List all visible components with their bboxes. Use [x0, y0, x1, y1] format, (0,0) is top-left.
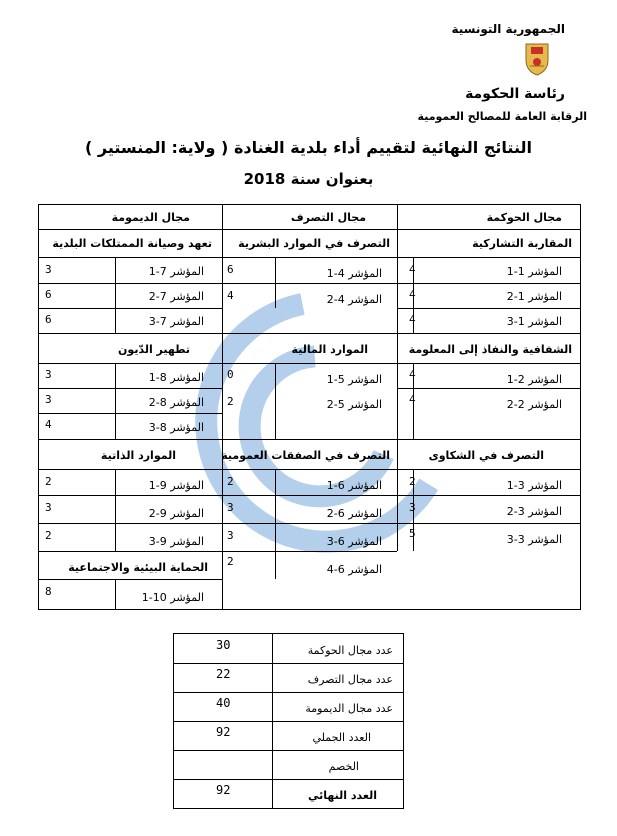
summary-label: العدد الجملي — [312, 731, 371, 744]
indicator-score: 4 — [45, 418, 52, 431]
indicator-score: 3 — [227, 501, 234, 514]
indicator-name: المؤشر 4-1 — [326, 267, 382, 280]
summary-value: 22 — [216, 667, 231, 681]
indicator-name: المؤشر 1-1 — [506, 265, 562, 278]
indicator-score: 8 — [45, 585, 52, 598]
summary-label: عدد مجال الديمومة — [305, 702, 393, 715]
indicator-name: المؤشر 9-2 — [148, 507, 204, 520]
indicator-score: 3 — [45, 501, 52, 514]
indicator-name: المؤشر 2-2 — [506, 398, 562, 411]
indicator-score: 0 — [227, 368, 234, 381]
indicator-name: المؤشر 7-1 — [148, 265, 204, 278]
indicator-score: 4 — [409, 288, 416, 301]
indicator-score: 2 — [227, 475, 234, 488]
indicator-name: المؤشر 8-1 — [148, 371, 204, 384]
indicator-score: 6 — [45, 313, 52, 326]
indicator-name: المؤشر 1-3 — [506, 315, 562, 328]
indicator-score: 6 — [227, 263, 234, 276]
section-own-resources: الموارد الذاتية — [100, 449, 176, 462]
section-municipal-property: تعهد وصيانة الممتلكات البلدية — [52, 237, 212, 250]
summary-value: 40 — [216, 696, 231, 710]
section-financial-resources: الموارد المالية — [291, 343, 368, 356]
oversight-label: الرقابة العامة للمصالح العمومية — [417, 110, 587, 123]
domain-sustainability-header: مجال الديمومة — [111, 211, 190, 224]
summary-value: 30 — [216, 638, 231, 652]
indicator-score: 2 — [227, 555, 234, 568]
indicator-name: المؤشر 3-1 — [506, 479, 562, 492]
summary-value: 92 — [216, 783, 231, 797]
indicator-name: المؤشر 6-2 — [326, 507, 382, 520]
summary-table — [173, 633, 404, 809]
indicator-name: المؤشر 5-1 — [326, 373, 382, 386]
indicator-score: 2 — [409, 475, 416, 488]
presidency-label: رئاسة الحكومة — [465, 86, 565, 102]
indicator-score: 4 — [409, 263, 416, 276]
indicator-name: المؤشر 9-1 — [148, 479, 204, 492]
domain-management-header: مجال التصرف — [290, 211, 366, 224]
indicator-name: المؤشر 4-2 — [326, 293, 382, 306]
indicator-score: 4 — [409, 368, 416, 381]
indicator-name: المؤشر 3-2 — [506, 505, 562, 518]
indicator-score: 3 — [45, 368, 52, 381]
indicator-score: 3 — [45, 393, 52, 406]
indicator-name: المؤشر 10-1 — [141, 591, 204, 604]
indicator-name: المؤشر 5-2 — [326, 398, 382, 411]
indicator-name: المؤشر 8-2 — [148, 396, 204, 409]
indicator-name: المؤشر 1-2 — [506, 290, 562, 303]
indicator-name: المؤشر 8-3 — [148, 421, 204, 434]
indicator-name: المؤشر 7-2 — [148, 290, 204, 303]
summary-value: 92 — [216, 725, 231, 739]
summary-label: عدد مجال الحوكمة — [307, 644, 393, 657]
indicator-score: 4 — [409, 313, 416, 326]
indicator-name: المؤشر 7-3 — [148, 315, 204, 328]
tunisia-emblem-icon — [523, 40, 551, 76]
indicator-name: المؤشر 6-4 — [326, 563, 382, 576]
indicator-name: المؤشر 6-1 — [326, 479, 382, 492]
page-subtitle-year: بعنوان سنة 2018 — [243, 170, 374, 188]
summary-label: الخصم — [328, 760, 359, 773]
results-table — [38, 204, 581, 610]
indicator-score: 3 — [45, 263, 52, 276]
indicator-score: 4 — [227, 289, 234, 302]
indicator-name: المؤشر 9-3 — [148, 535, 204, 548]
indicator-name: المؤشر 2-1 — [506, 373, 562, 386]
indicator-score: 3 — [409, 501, 416, 514]
domain-governance-header: مجال الحوكمة — [486, 211, 562, 224]
section-participatory: المقاربة التشاركية — [472, 237, 572, 250]
summary-label: عدد مجال التصرف — [307, 673, 393, 686]
section-transparency: الشفافية والنفاذ إلى المعلومة — [408, 343, 572, 356]
indicator-score: 3 — [227, 529, 234, 542]
indicator-score: 6 — [45, 288, 52, 301]
indicator-score: 5 — [409, 527, 416, 540]
republic-label: الجمهورية التونسية — [451, 22, 565, 36]
page-title: النتائج النهائية لتقييم أداء بلدية الغنادة ( ولاية: المنستير ) — [85, 138, 532, 157]
section-complaints: التصرف في الشكاوى — [428, 449, 544, 462]
section-debt-clearance: تطهير الدّيون — [118, 343, 190, 356]
section-public-procurement: التصرف في الصفقات العمومية — [221, 449, 390, 462]
indicator-name: المؤشر 3-3 — [506, 533, 562, 546]
indicator-score: 2 — [45, 529, 52, 542]
section-environmental-social: الحماية البيئية والاجتماعية — [68, 561, 208, 574]
indicator-score: 2 — [45, 475, 52, 488]
indicator-name: المؤشر 6-3 — [326, 535, 382, 548]
summary-label: العدد النهائي — [308, 789, 377, 802]
section-human-resources: التصرف في الموارد البشرية — [238, 237, 390, 250]
indicator-score: 4 — [409, 393, 416, 406]
indicator-score: 2 — [227, 395, 234, 408]
